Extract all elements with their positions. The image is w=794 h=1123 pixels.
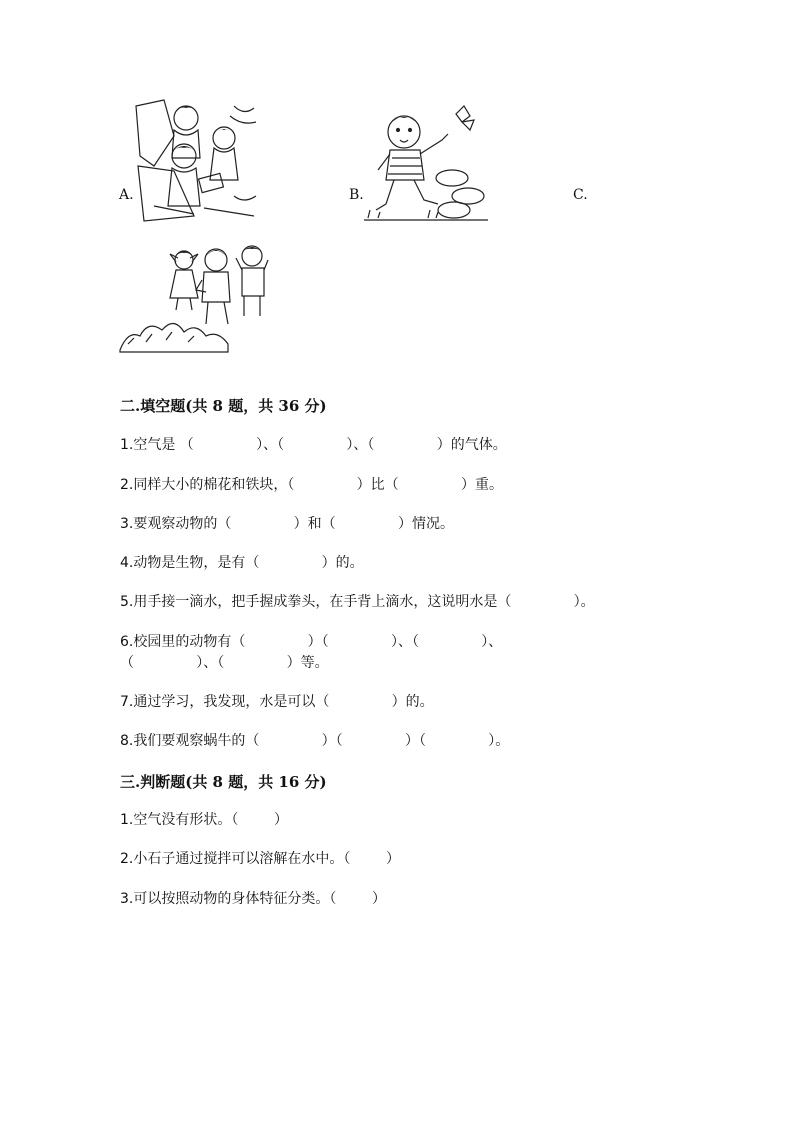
boy-chasing-butterfly-image bbox=[364, 100, 488, 224]
question-item: 8.我们要观察蜗牛的（ ）（ ）（ ）。 bbox=[120, 733, 510, 749]
children-playing-image bbox=[134, 96, 260, 224]
question-item: 5.用手接一滴水，把手握成拳头，在手背上滴水，这说明水是（ ）。 bbox=[120, 594, 595, 610]
question-item: 2.小石子通过搅拌可以溶解在水中。（ ） bbox=[120, 851, 400, 867]
children-in-garden-image bbox=[118, 240, 270, 356]
question-item: 4.动物是生物，是有（ ）的。 bbox=[120, 555, 364, 571]
question-item-continued: （ ）、（ ）等。 bbox=[120, 655, 329, 671]
section-heading-fill-blank: 二.填空题(共 8 题，共 36 分) bbox=[120, 397, 327, 415]
option-c-label: C. bbox=[573, 187, 588, 203]
option-b-label: B. bbox=[349, 187, 364, 203]
question-item: 3.可以按照动物的身体特征分类。（ ） bbox=[120, 891, 386, 907]
section-heading-true-false: 三.判断题(共 8 题，共 16 分) bbox=[120, 773, 327, 791]
question-item: 1.空气是 （ ）、（ ）、（ ）的气体。 bbox=[120, 437, 507, 453]
option-a-label: A. bbox=[119, 187, 134, 203]
question-item: 7.通过学习，我发现，水是可以（ ）的。 bbox=[120, 694, 434, 710]
question-item: 1.空气没有形状。（ ） bbox=[120, 812, 288, 828]
question-item: 6.校园里的动物有（ ）（ ）、（ ）、 bbox=[120, 634, 503, 650]
question-item: 3.要观察动物的（ ）和（ ）情况。 bbox=[120, 516, 454, 532]
question-item: 2.同样大小的棉花和铁块，（ ）比（ ）重。 bbox=[120, 477, 503, 493]
